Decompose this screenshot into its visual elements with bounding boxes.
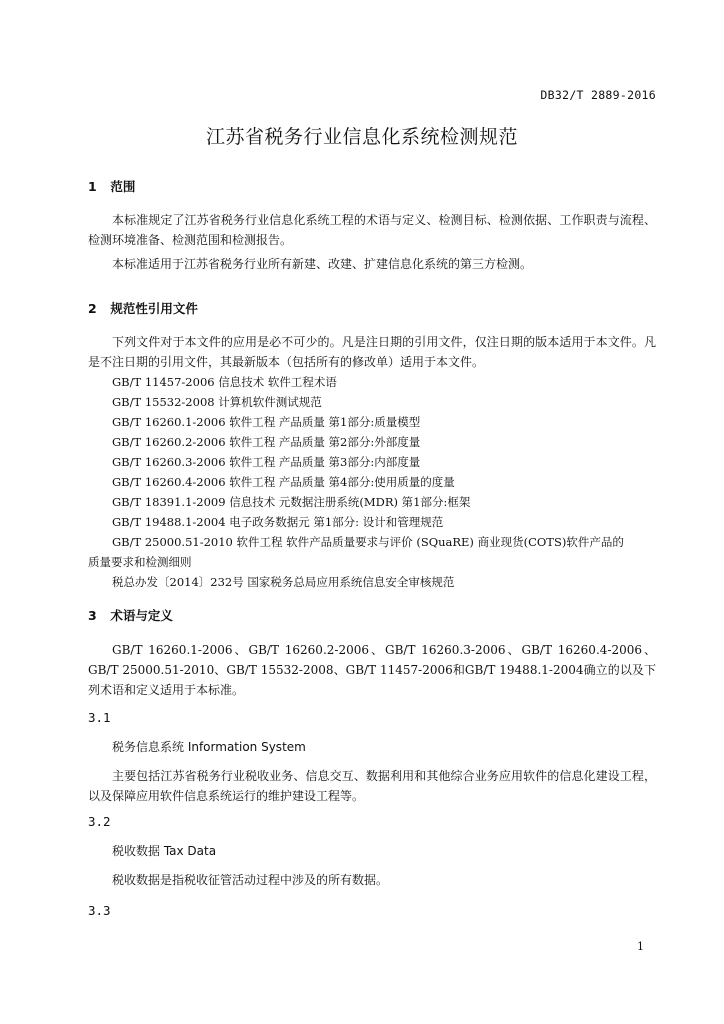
reference-item: GB/T 16260.2-2006 软件工程 产品质量 第2部分:外部度量 <box>112 435 421 449</box>
page-number: 1 <box>637 940 644 953</box>
term-3-1-title: 税务信息系统 Information System <box>112 740 306 754</box>
term-3-2-number: 3.2 <box>88 814 111 829</box>
term-3-1-number: 3.1 <box>88 710 111 725</box>
reference-item: GB/T 16260.4-2006 软件工程 产品质量 第4部分:使用质量的度量 <box>112 475 455 489</box>
section-title: 范围 <box>110 179 136 194</box>
term-3-1-definition: 主要包括江苏省税务行业税收业务、信息交互、数据利用和其他综合业务应用软件的信息化建设工程，以及保障应用软件信息系统运行的维护建设工程等。 <box>88 769 656 803</box>
reference-item: GB/T 16260.3-2006 软件工程 产品质量 第3部分:内部度量 <box>112 455 421 469</box>
section-1-paragraph-2: 本标准适用于江苏省税务行业所有新建、改建、扩建信息化系统的第三方检测。 <box>112 257 533 271</box>
section-title: 术语与定义 <box>110 608 173 623</box>
section-1-paragraph-1: 本标准规定了江苏省税务行业信息化系统工程的术语与定义、检测目标、检测依据、工作职责与流程、检测环境准备、检测范围和检测报告。 <box>88 213 656 247</box>
reference-item: GB/T 25000.51-2010 软件工程 软件产品质量要求与评价 (SQuaRE) 商业现货(COTS)软件产品的 <box>112 535 624 549</box>
reference-item-continuation: 质量要求和检测细则 <box>88 555 192 569</box>
reference-item: GB/T 15532-2008 计算机软件测试规范 <box>112 395 322 409</box>
section-number: 2 <box>88 301 97 316</box>
reference-item: GB/T 16260.1-2006 软件工程 产品质量 第1部分:质量模型 <box>112 415 421 429</box>
section-number: 1 <box>88 179 97 194</box>
term-3-2-title: 税收数据 Tax Data <box>112 844 217 858</box>
section-2-intro: 下列文件对于本文件的应用是必不可少的。凡是注日期的引用文件，仅注日期的版本适用于本文件。凡是不注日期的引用文件，其最新版本（包括所有的修改单）适用于本文件。 <box>88 335 656 369</box>
section-1-heading <box>88 177 135 195</box>
term-3-3-number: 3.3 <box>88 903 111 918</box>
reference-item: GB/T 19488.1-2004 电子政务数据元 第1部分: 设计和管理规范 <box>112 515 444 529</box>
standard-number: DB32/T 2889-2016 <box>540 88 656 102</box>
section-number: 3 <box>88 608 97 623</box>
section-3-heading <box>88 606 173 624</box>
section-title: 规范性引用文件 <box>110 301 198 316</box>
document-title: 江苏省税务行业信息化系统检测规范 <box>205 126 518 148</box>
section-3-intro: GB/T 16260.1-2006、GB/T 16260.2-2006、GB/T 16260.3-2006、GB/T 16260.4-2006、GB/T 25000.51-2010、GB/T 15532-2008、GB/T 11457-2006和GB/T 19488.1-2004确立的以及下列术语和定义适用于本标准。 <box>88 643 656 697</box>
section-2-heading <box>88 299 198 317</box>
reference-item: GB/T 18391.1-2009 信息技术 元数据注册系统(MDR) 第1部分:框架 <box>112 495 471 509</box>
term-3-2-definition: 税收数据是指税收征管活动过程中涉及的所有数据。 <box>112 873 389 887</box>
reference-item: GB/T 11457-2006 信息技术 软件工程术语 <box>112 375 337 389</box>
reference-item: 税总办发〔2014〕232号 国家税务总局应用系统信息安全审核规范 <box>112 575 455 589</box>
